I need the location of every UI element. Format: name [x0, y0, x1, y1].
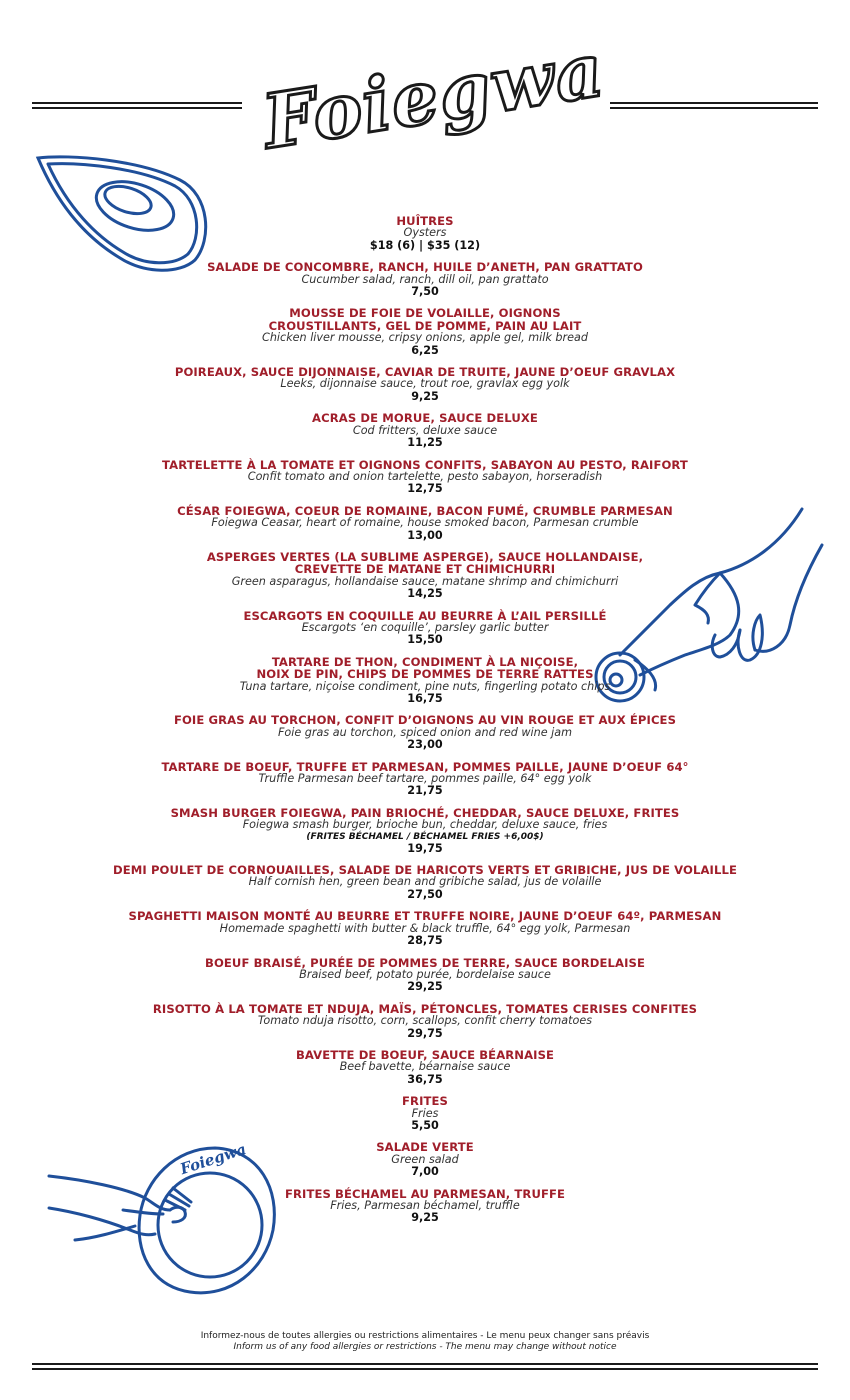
- menu-item-name: SPAGHETTI MAISON MONTÉ AU BEURRE ET TRUFFE NOIRE, JAUNE D’OEUF 64º, PARMESAN: [128, 909, 722, 924]
- menu-item: [0, 215, 850, 252]
- menu-item-price: $18 (6) | $35 (12): [369, 238, 481, 252]
- menu-item-name: DEMI POULET DE CORNOUAILLES, SALADE DE HARICOTS VERTS ET GRIBICHE, JUS DE VOLAILLE: [113, 863, 737, 878]
- menu-item-price: 7,00: [411, 1165, 439, 1179]
- menu-item-description: Tuna tartare, niçoise condiment, pine nuts, fingerling potato chips: [239, 679, 611, 693]
- menu-item-description: Foiegwa Ceasar, heart of romaine, house smoked bacon, Parmesan crumble: [211, 516, 639, 530]
- menu-item-price: 12,75: [407, 482, 443, 496]
- footer-rule: [32, 1363, 818, 1370]
- menu-item-price: 14,25: [407, 587, 443, 601]
- menu-item: [0, 459, 850, 496]
- menu-item-description: Beef bavette, béarnaise sauce: [339, 1060, 511, 1074]
- menu-item-description: Truffle Parmesan beef tartare, pommes paille, 64° egg yolk: [258, 772, 592, 786]
- menu-item-description: Foiegwa smash burger, brioche bun, cheddar, deluxe sauce, fries: [242, 818, 608, 832]
- menu-item-description: Confit tomato and onion tartelette, pesto sabayon, horseradish: [247, 469, 603, 483]
- menu-item-name: ASPERGES VERTES (LA SUBLIME ASPERGE), SAUCE HOLLANDAISE, CREVETTE DE MATANE ET CHIMICHURRI: [206, 549, 644, 577]
- menu-item: [0, 1095, 850, 1132]
- menu-item: [0, 761, 850, 798]
- menu-item-name: ACRAS DE MORUE, SAUCE DELUXE: [312, 411, 538, 426]
- menu-item: [0, 864, 850, 901]
- menu-item-name: POIREAUX, SAUCE DIJONNAISE, CAVIAR DE TRUITE, JAUNE D’OEUF GRAVLAX: [174, 365, 676, 380]
- menu-item-name: ESCARGOTS EN COQUILLE AU BEURRE À L’AIL PERSILLÉ: [243, 608, 607, 623]
- menu-item-price: 28,75: [407, 934, 443, 948]
- menu-item-description: Half cornish hen, green bean and gribiche salad, jus de volaille: [248, 875, 602, 889]
- menu-item: [0, 1141, 850, 1178]
- menu-item: [0, 610, 850, 647]
- menu-item-name: TARTARE DE THON, CONDIMENT À LA NIÇOISE, NOIX DE PIN, CHIPS DE POMMES DE TERRE RATTES: [256, 654, 594, 682]
- menu-item-name: RISOTTO À LA TOMATE ET NDUJA, MAÏS, PÉTONCLES, TOMATES CERISES CONFITES: [152, 1001, 698, 1016]
- menu-item-name: TARTARE DE BOEUF, TRUFFE ET PARMESAN, POMMES PAILLE, JAUNE D’OEUF 64°: [161, 759, 689, 774]
- menu-item-name: FRITES: [402, 1094, 448, 1109]
- footer: [0, 1331, 850, 1353]
- menu-item-name: FOIE GRAS AU TORCHON, CONFIT D’OIGNONS AU VIN ROUGE ET AUX ÉPICES: [173, 713, 677, 728]
- menu-item-price: 11,25: [407, 436, 443, 450]
- menu-item-description: Tomato nduja risotto, corn, scallops, confit cherry tomatoes: [257, 1014, 593, 1028]
- menu-item-price: 29,25: [407, 980, 443, 994]
- menu-item-price: 21,75: [407, 784, 443, 798]
- menu-item-name: MOUSSE DE FOIE DE VOLAILLE, OIGNONS CROUSTILLANTS, GEL DE POMME, PAIN AU LAIT: [268, 306, 582, 333]
- menu-item: [0, 656, 850, 706]
- menu-item-price: 5,50: [411, 1118, 439, 1132]
- menu-item-price: 6,25: [411, 343, 439, 357]
- menu-item-description: Oysters: [403, 226, 447, 240]
- menu-item: [0, 551, 850, 601]
- menu-item-price: 15,50: [407, 633, 443, 647]
- menu-item-price: 16,75: [407, 692, 443, 705]
- menu-item-name: HUÎTRES: [396, 214, 454, 228]
- menu-item: [0, 505, 850, 542]
- logo: [257, 27, 610, 178]
- menu-item-name: TARTELETTE À LA TOMATE ET OIGNONS CONFITS, SABAYON AU PESTO, RAIFORT: [162, 457, 688, 472]
- menu-item-name: SALADE DE CONCOMBRE, RANCH, HUILE D’ANETH, PAN GRATTATO: [207, 260, 643, 275]
- menu-item-price: 9,25: [411, 1211, 439, 1225]
- menu-item-description: Fries: [411, 1106, 439, 1120]
- menu-item: [0, 261, 850, 298]
- menu-item: [0, 1003, 850, 1040]
- menu-item-name: FRITES BÉCHAMEL AU PARMESAN, TRUFFE: [284, 1186, 566, 1201]
- menu-item-name: BAVETTE DE BOEUF, SAUCE BÉARNAISE: [295, 1047, 555, 1062]
- menu-item-description: Foie gras au torchon, spiced onion and red wine jam: [277, 725, 573, 739]
- menu-item: [0, 910, 850, 947]
- menu-item-price: 9,25: [411, 389, 439, 403]
- menu-item: [0, 807, 850, 855]
- menu-item: [0, 307, 850, 357]
- menu-item: [0, 714, 850, 751]
- menu-item-description: Chicken liver mousse, cripsy onions, apple gel, milk bread: [262, 331, 588, 345]
- header-rule-left: [32, 102, 242, 109]
- menu-item-description: Green salad: [391, 1152, 459, 1166]
- menu-item-description: Braised beef, potato purée, bordelaise sauce: [299, 967, 551, 981]
- menu-item-description: Homemade spaghetti with butter & black truffle, 64° egg yolk, Parmesan: [219, 921, 631, 935]
- menu-item-name: SALADE VERTE: [376, 1140, 474, 1155]
- footer-notice-en: Inform us of any food allergies or restrictions - The menu may change without notice: [233, 1342, 617, 1352]
- menu-item-price: 7,50: [411, 285, 439, 299]
- menu-item-description: Cod fritters, deluxe sauce: [352, 423, 498, 437]
- menu-item: [0, 366, 850, 403]
- menu-item-price: 36,75: [407, 1072, 443, 1086]
- header-rule-right: [610, 102, 818, 109]
- menu-item-price: 27,50: [407, 887, 443, 901]
- logo-text: Foiegwa: [257, 27, 610, 166]
- menu-item-name: CÉSAR FOIEGWA, COEUR DE ROMAINE, BACON FUMÉ, CRUMBLE PARMESAN: [177, 503, 673, 518]
- menu-item-price: 23,00: [407, 738, 443, 752]
- menu-item-price: 29,75: [407, 1026, 443, 1040]
- menu-item-description: Green asparagus, hollandaise sauce, matane shrimp and chimichurri: [231, 574, 619, 588]
- menu-item-description: Escargots ‘en coquille’, parsley garlic butter: [301, 620, 549, 634]
- plate-logo-text: Foiegwa: [177, 1140, 249, 1179]
- menu-item: [0, 1049, 850, 1086]
- menu-item-name: SMASH BURGER FOIEGWA, PAIN BRIOCHÉ, CHEDDAR, SAUCE DELUXE, FRITES: [170, 805, 680, 820]
- menu-item-note: (FRITES BÉCHAMEL / BÉCHAMEL FRIES +6,00$): [306, 831, 544, 842]
- footer-notice-fr: Informez-nous de toutes allergies ou restrictions alimentaires - Le menu peux changer sans préavis: [200, 1331, 650, 1341]
- menu-item-name: BOEUF BRAISÉ, PURÉE DE POMMES DE TERRE, SAUCE BORDELAISE: [205, 955, 645, 970]
- menu-item: [0, 412, 850, 449]
- menu-item-description: Cucumber salad, ranch, dill oil, pan grattato: [301, 272, 549, 286]
- menu-item-price: 19,75: [407, 841, 443, 855]
- menu-item: [0, 1188, 850, 1225]
- menu-item-description: Leeks, dijonnaise sauce, trout roe, gravlax egg yolk: [280, 377, 570, 391]
- menu-item-description: Fries, Parmesan béchamel, truffle: [330, 1199, 520, 1212]
- menu-list: [0, 215, 850, 1234]
- menu-item-price: 13,00: [407, 528, 443, 542]
- menu-item: [0, 957, 850, 994]
